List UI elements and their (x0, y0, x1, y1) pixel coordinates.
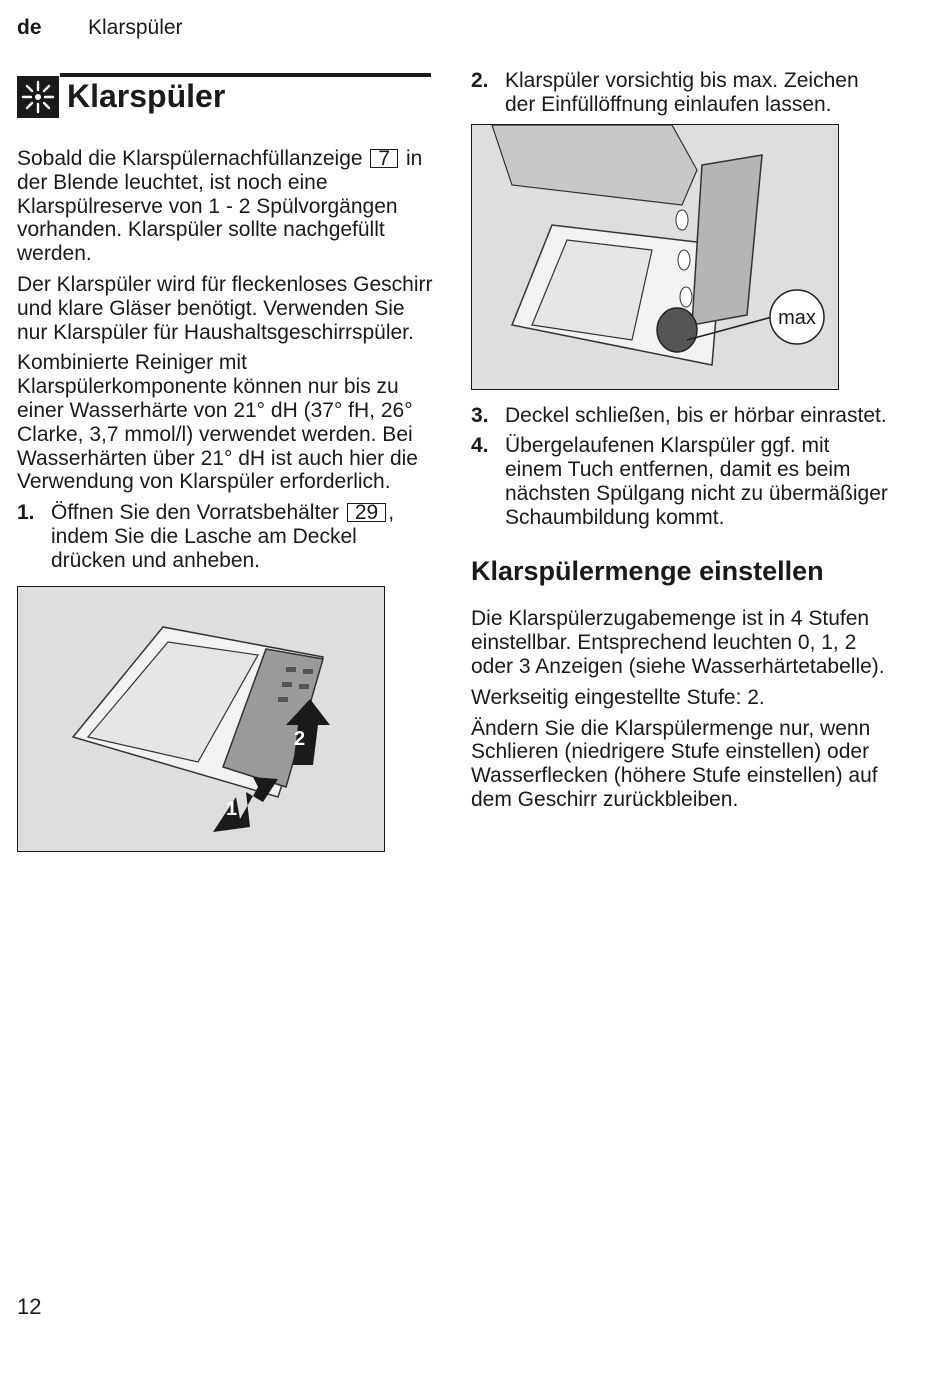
left-column (17, 147, 437, 852)
arrow-label-2: 2 (294, 727, 306, 750)
section-rule (60, 73, 431, 77)
step-text: Übergelaufenen Klarspüler ggf. mit einem Tuch entfernen, damit es beim nächsten Spülgang nicht zu übermäßiger Schaumbildung kommt. (505, 434, 888, 529)
paragraph-factory-setting: Werkseitig eingestellte Stufe: 2. (471, 685, 765, 709)
paragraph-purpose: Der Klarspüler wird für fleckenloses Geschirr und klare Gläser benötigt. Verwenden Sie nur Klarspüler für Haushaltsgeschirrspüler. (17, 272, 433, 344)
paragraph-combined-detergents: Kombinierte Reiniger mit Klarspülerkomponente können nur bis zu einer Wasserhärte von 21° dH (37° fH, 26° Clarke, 3,7 mmol/l) verwendet werden. Bei Wasserhärten über 21° dH ist auch hier die Verwendung von Klarspüler erforderlich. (17, 351, 418, 494)
step-text: Öffnen Sie den Vorratsbehälter (51, 501, 339, 525)
paragraph-levels: Die Klarspülerzugabemenge ist in 4 Stufen einstellbar. Entsprechend leuchten 0, 1, 2 oder 3 Anzeigen (siehe Wasserhärtetabelle). (471, 607, 885, 678)
step-text: , indem Sie die Lasche am Deckel drücken und anheben. (51, 501, 395, 572)
fill-illustration (472, 125, 838, 389)
container-reference-box: 29 (347, 503, 386, 522)
step-1 (17, 501, 437, 572)
paragraph-text: in der Blende leuchtet, ist noch eine Klarspülreserve von 1 - 2 Spülvorgängen vorhanden. Klarspüler sollte nachgefüllt werden. (17, 147, 423, 266)
step-number: 2. (471, 69, 489, 92)
figure-fill-rinse-aid (471, 124, 839, 390)
step-number: 1. (17, 501, 35, 525)
right-column (471, 69, 891, 819)
page-number: 12 (17, 1294, 42, 1319)
paragraph-change-amount: Ändern Sie die Klarspülermenge nur, wenn Schlieren (niedrigere Stufe einstellen) oder Wasserflecken (höhere Stufe einstellen) auf dem Geschirr zurückbleiben. (471, 716, 878, 811)
rinse-aid-sparkle-icon (17, 76, 59, 118)
step-3 (471, 404, 891, 428)
paragraph-refill-indicator (17, 147, 437, 266)
header-language: de (17, 16, 42, 39)
header-title: Klarspüler (88, 16, 183, 39)
step-text: Deckel schließen, bis er hörbar einrastet. (505, 403, 887, 427)
subheading-adjust-amount: Klarspülermenge einstellen (471, 555, 824, 586)
step-number: 4. (471, 434, 489, 458)
step-2 (471, 69, 891, 117)
max-label: max (778, 306, 816, 329)
paragraph-text: Sobald die Klarspülernachfüllanzeige (17, 147, 363, 170)
arrow-label-1: 1 (226, 797, 238, 820)
figure-open-dispenser (17, 586, 385, 852)
section-title: Klarspüler (67, 78, 226, 114)
dispenser-illustration (18, 587, 384, 851)
step-text: Klarspüler vorsichtig bis max. Zeichen der Einfüllöffnung einlaufen lassen. (505, 69, 859, 116)
indicator-reference-box: 7 (370, 149, 398, 168)
step-number: 3. (471, 403, 489, 427)
step-4 (471, 434, 891, 529)
